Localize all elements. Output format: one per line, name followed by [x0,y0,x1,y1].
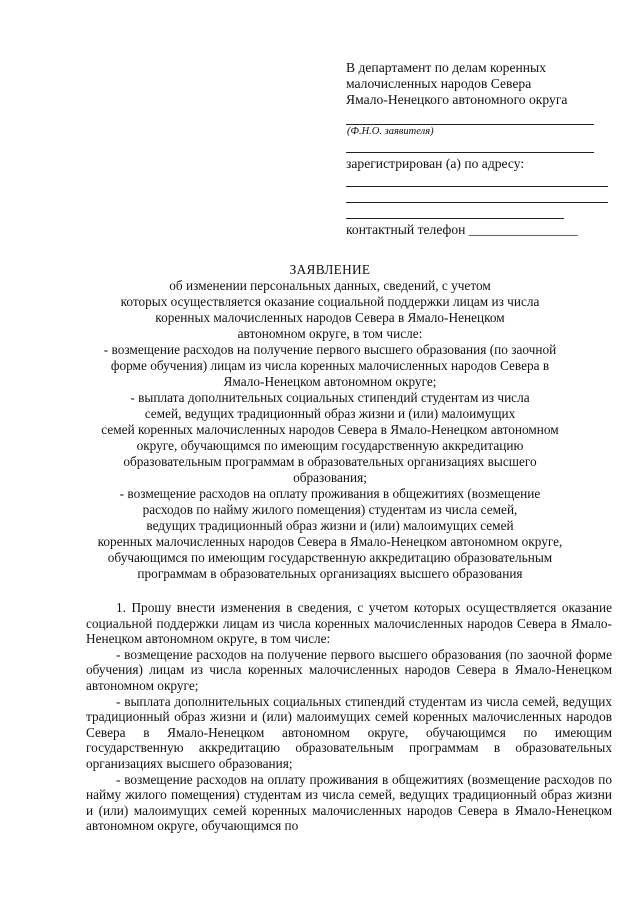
fio-line-2 [346,152,594,153]
title-line: которых осуществляется оказание социальной поддержки лицам из числа [120,294,540,309]
list-item: - возмещение расходов на оплату проживания в общежитиях (возмещение расходов по найму жилого помещения) студентам из числа семей, ведущих традиционный образ жизни и (или) малоимущих семей коренных малочисленных народов Севера в Ямало-Ненецком автономном округе, обучающимся по [86,771,612,834]
title-line: обучающимся по имеющим государственную аккредитацию образовательным [107,550,553,565]
title-line: образовательным программам в образовательных организациях высшего [123,454,537,469]
fio-caption: (Ф.Н.О. заявителя) [347,126,434,137]
title-line: программам в образовательных организациях высшего образования [137,566,523,581]
statement-body [86,600,612,834]
title-line: Ямало-Ненецком автономном округе; [223,374,437,389]
title-line: форме обучения) лицам из числа коренных малочисленных народов Севера в [110,358,550,373]
title-line: образования; [293,470,367,485]
list-item: - выплата дополнительных социальных стипендий студентам из числа семей, ведущих традиционный образ жизни и (или) малоимущих семей коренных малочисленных народов Севера в Ямало-Ненецком автономном округе, обучающимся по имеющим государственную аккредитацию образовательным программам в образовательных организациях высшего образования; [86,693,612,771]
request-paragraph: 1. Прошу внести изменения в сведения, с учетом которых осуществляется оказание социальной поддержки лицам из числа коренных малочисленных народов Севера в Ямало-Ненецком автономном округе, в том числе: [86,600,612,647]
title-line: семей коренных малочисленных народов Севера в Ямало-Ненецком автономном [101,422,559,437]
title-line: автономном округе, в том числе: [237,326,423,341]
address-line-1 [346,186,608,187]
title-line: расходов по найму жилого помещения) студентам из числа семей, [142,502,518,517]
addressee-line: малочисленных народов Севера [346,76,532,91]
registered-address-label: зарегистрирован (а) по адресу: [346,156,525,171]
fio-line [346,124,594,125]
title-line: - возмещение расходов на оплату проживания в общежитиях (возмещение [119,486,541,501]
title-line: коренных малочисленных народов Севера в Ямало-Ненецком [155,310,505,325]
addressee-line: В департамент по делам коренных [346,60,546,75]
title-line: ведущих традиционный образ жизни и (или) малоимущих семей [146,518,514,533]
title-line: - возмещение расходов на получение первого высшего образования (по заочной [103,342,557,357]
statement-title-block [60,262,600,582]
contact-phone-label: контактный телефон ________________ [346,222,578,237]
list-item: - возмещение расходов на получение первого высшего образования (по заочной форме обучения) лицам из числа коренных малочисленных народов Севера в Ямало-Ненецком автономном округе; [86,646,612,693]
title-line: коренных малочисленных народов Севера в Ямало-Ненецком автономном округе, [97,534,563,549]
title-line: семей, ведущих традиционный образ жизни и (или) малоимущих [144,406,516,421]
title-line: - выплата дополнительных социальных стипендий студентам из числа [130,390,530,405]
addressee-line: Ямало-Ненецкого автономного округа [346,92,568,107]
document-title: ЗАЯВЛЕНИЕ [289,262,371,277]
address-line-3 [346,218,564,219]
title-line: об изменении персональных данных, сведений, с учетом [169,278,491,293]
addressee-block [346,60,616,108]
address-line-2 [346,202,608,203]
title-line: округе, обучающимся по имеющим государственную аккредитацию [136,438,524,453]
